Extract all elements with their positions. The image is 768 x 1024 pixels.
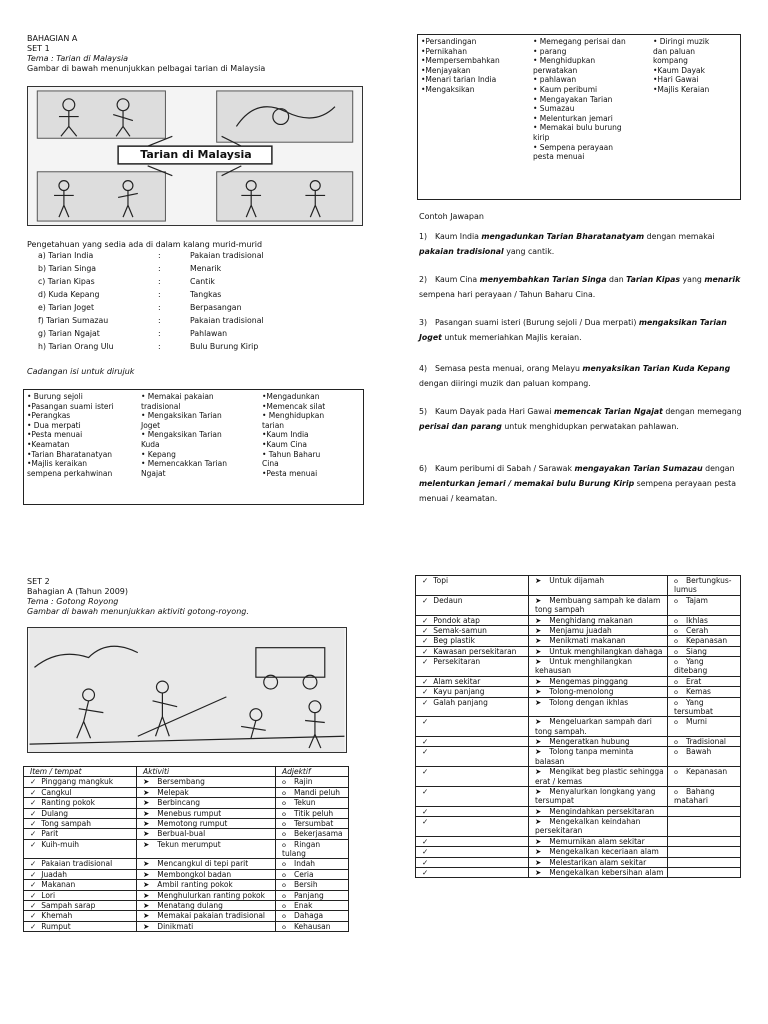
activity-cell: ➤ Mengikat beg plastic sehingga erat / kemas bbox=[529, 767, 668, 787]
adjective-cell: o Cerah bbox=[668, 625, 741, 635]
item-cell: ✓ Parit bbox=[24, 829, 137, 839]
activity-cell: ➤ Menebus rumput bbox=[137, 808, 276, 818]
table-row bbox=[416, 646, 741, 656]
knowledge-key: f) Tarian Sumazau bbox=[38, 316, 109, 325]
adjective-cell: o Ikhlas bbox=[668, 615, 741, 625]
table-row bbox=[416, 636, 741, 646]
knowledge-colon: : bbox=[158, 342, 161, 351]
table-row bbox=[24, 880, 349, 890]
knowledge-key: h) Tarian Orang Ulu bbox=[38, 342, 114, 351]
illustration-caption: Tarian di Malaysia bbox=[140, 148, 252, 161]
answer-part: dan bbox=[606, 275, 627, 284]
suggestion-item: Cina bbox=[262, 459, 279, 469]
item-cell: ✓ Beg plastik bbox=[416, 636, 529, 646]
suggestion-item: • Memencakkan Tarian bbox=[141, 459, 228, 469]
activity-cell: ➤ Mengekalkan keindahan persekitaran bbox=[529, 817, 668, 837]
knowledge-key: e) Tarian Joget bbox=[38, 303, 95, 312]
activity-cell: ➤ Menghulurkan ranting pokok bbox=[137, 890, 276, 900]
table-row bbox=[416, 747, 741, 767]
adjective-cell: o Enak bbox=[276, 900, 349, 910]
suggestion-item: •Mengaksikan bbox=[421, 84, 475, 94]
suggestion-item: •Mengadunkan bbox=[262, 392, 320, 401]
item-cell bbox=[416, 737, 529, 747]
knowledge-colon: : bbox=[158, 290, 161, 299]
set2-header-block bbox=[27, 577, 357, 617]
knowledge-key: c) Tarian Kipas bbox=[38, 277, 95, 286]
activity-cell: ➤ Mengeluarkan sampah dari tong sampah. bbox=[529, 717, 668, 737]
answer-part: Pasangan suami isteri (Burung sejoli / Dua merpati) bbox=[435, 318, 639, 327]
suggestion-item: •Perangkas bbox=[27, 411, 71, 421]
suggestion-item: •Pernikahan bbox=[421, 46, 467, 56]
knowledge-value: Pahlawan bbox=[190, 329, 228, 338]
suggestion-item: dan paluan bbox=[653, 46, 696, 56]
suggestion-item: • Melenturkan jemari bbox=[533, 113, 613, 123]
suggestion-item: •Kaum Dayak bbox=[653, 65, 705, 75]
answer-text bbox=[419, 464, 736, 503]
table-row bbox=[416, 625, 741, 635]
item-cell: ✓ Cangkul bbox=[24, 787, 137, 797]
adjective-cell: o Mandi peluh bbox=[276, 787, 349, 797]
suggestion-col-2 bbox=[533, 37, 626, 162]
set-label: SET 2 bbox=[27, 577, 50, 586]
answer-part: untuk memeriahkan Majlis keraian. bbox=[441, 332, 582, 342]
item-cell: ✓ Khemah bbox=[24, 911, 137, 921]
activity-cell: ➤ Menghidang makanan bbox=[529, 615, 668, 625]
suggestion-box-2 bbox=[417, 34, 741, 200]
suggestion-item: •Kaum India bbox=[262, 430, 309, 440]
answer-part: Kaum Cina bbox=[435, 275, 480, 284]
suggestion-item: kompang bbox=[653, 56, 688, 66]
suggestion-item: • Menghidupkan bbox=[262, 411, 325, 421]
suggestion-item: •Pesta menuai bbox=[27, 430, 83, 440]
item-cell: ✓ Lori bbox=[24, 890, 137, 900]
item-cell: ✓ Pakaian tradisional bbox=[24, 859, 137, 869]
answer-part-emphasis: menyaksikan Tarian Kuda Kepang bbox=[582, 364, 731, 373]
knowledge-key: d) Kuda Kepang bbox=[38, 290, 100, 299]
suggestion-item: • Sempena perayaan bbox=[533, 142, 614, 152]
suggestion-item: Ngajat bbox=[141, 468, 166, 478]
example-heading: Contoh Jawapan bbox=[419, 212, 484, 221]
item-cell: ✓ Pinggang mangkuk bbox=[24, 777, 137, 787]
adjective-cell bbox=[668, 867, 741, 877]
table-row bbox=[24, 808, 349, 818]
adjective-cell: o Siang bbox=[668, 646, 741, 656]
activity-cell: ➤ Tolong-menolong bbox=[529, 687, 668, 697]
activity-cell: ➤ Mengekalkan kebersihan alam bbox=[529, 867, 668, 877]
activity-cell: ➤ Tekun merumput bbox=[137, 839, 276, 859]
adjective-cell: o Tersumbat bbox=[276, 818, 349, 828]
activity-cell: ➤ Memakai pakaian tradisional bbox=[137, 911, 276, 921]
table-row bbox=[416, 657, 741, 677]
knowledge-value: Pakaian tradisional bbox=[190, 316, 264, 325]
knowledge-value: Cantik bbox=[190, 277, 215, 286]
knowledge-colon: : bbox=[158, 316, 161, 325]
item-cell bbox=[416, 857, 529, 867]
answer-part: yang bbox=[680, 275, 705, 284]
activity-cell: ➤ Menyalurkan longkang yang tersumpat bbox=[529, 786, 668, 806]
suggestion-item: Joget bbox=[141, 420, 161, 430]
gotong-royong-sketch-svg bbox=[28, 628, 346, 752]
table-row bbox=[416, 595, 741, 615]
suggestion-col-3 bbox=[262, 392, 325, 478]
suggestion-item: • Memegang perisai dan bbox=[533, 37, 626, 46]
suggestion-item: •Tarian Bharatanatyan bbox=[27, 449, 113, 459]
item-cell bbox=[416, 717, 529, 737]
suggestion-item: •Memencak silat bbox=[262, 401, 326, 411]
suggestion-item: • Menghidupkan bbox=[533, 56, 596, 66]
suggestion-item: • Kepang bbox=[141, 449, 176, 459]
adjective-cell: o Ceria bbox=[276, 869, 349, 879]
suggestion-item: • Memakai pakaian bbox=[141, 392, 214, 401]
table-row bbox=[416, 697, 741, 717]
table-row bbox=[416, 847, 741, 857]
activity-cell: ➤ Membongkol badan bbox=[137, 869, 276, 879]
table-row bbox=[24, 777, 349, 787]
knowledge-colon: : bbox=[158, 303, 161, 312]
activity-cell: ➤ Untuk menghilangkan kehausan bbox=[529, 657, 668, 677]
theme-label: Tema : Tarian di Malaysia bbox=[27, 54, 129, 63]
suggestion-item: •Majlis Keraian bbox=[653, 84, 710, 94]
answer-number: 5) bbox=[419, 407, 428, 416]
item-cell: ✓ Kuih-muih bbox=[24, 839, 137, 859]
item-cell bbox=[416, 836, 529, 846]
answer-3 bbox=[419, 316, 749, 346]
table-row bbox=[24, 818, 349, 828]
adjective-cell bbox=[668, 857, 741, 867]
table-row bbox=[24, 869, 349, 879]
item-cell bbox=[416, 747, 529, 767]
adjective-cell bbox=[668, 817, 741, 837]
activity-cell: ➤ Berbual-bual bbox=[137, 829, 276, 839]
item-cell: ✓ Pondok atap bbox=[416, 615, 529, 625]
table-row bbox=[416, 817, 741, 837]
answer-part: Kaum peribumi di Sabah / Sarawak bbox=[435, 464, 575, 473]
suggestion-item: • parang bbox=[533, 46, 567, 56]
answer-text bbox=[419, 407, 742, 431]
activity-cell: ➤ Melepak bbox=[137, 787, 276, 797]
answer-part-emphasis: mengaksikan Tarian Joget bbox=[419, 318, 727, 342]
answer-1 bbox=[419, 230, 749, 260]
answer-part-emphasis: menarik bbox=[704, 275, 741, 284]
adjective-cell: o Bawah bbox=[668, 747, 741, 767]
suggestion-col-1 bbox=[27, 392, 114, 478]
knowledge-colon: : bbox=[158, 264, 161, 273]
item-cell: ✓ Dedaun bbox=[416, 595, 529, 615]
table-row bbox=[24, 900, 349, 910]
answer-text bbox=[419, 232, 715, 256]
item-cell bbox=[416, 806, 529, 816]
knowledge-key: g) Tarian Ngajat bbox=[38, 329, 100, 338]
dance-illustration bbox=[27, 86, 363, 226]
item-cell: ✓ Dulang bbox=[24, 808, 137, 818]
item-cell: ✓ Alam sekitar bbox=[416, 676, 529, 686]
suggestion-item: tarian bbox=[262, 420, 285, 430]
instruction-text: Gambar di bawah menunjukkan aktiviti gotong-royong. bbox=[27, 607, 249, 616]
suggestion-col-3 bbox=[653, 37, 709, 95]
knowledge-heading: Pengetahuan yang sedia ada di dalam kalang murid-murid bbox=[27, 240, 263, 249]
adjective-cell: o Murni bbox=[668, 717, 741, 737]
suggestion-col-1 bbox=[421, 37, 500, 95]
activity-cell: ➤ Mencangkul di tepi parit bbox=[137, 859, 276, 869]
activity-cell: ➤ Memurnikan alam sekitar bbox=[529, 836, 668, 846]
suggestion-item: •Mempersembahkan bbox=[421, 56, 500, 66]
suggestion-item: tradisional bbox=[141, 401, 181, 411]
suggestion-item: • Diringi muzik bbox=[653, 37, 710, 46]
adjective-cell: o Yang tersumbat bbox=[668, 697, 741, 717]
suggestion-item: •Hari Gawai bbox=[653, 75, 699, 85]
answer-part-emphasis: memencak Tarian Ngajat bbox=[553, 407, 663, 416]
adjective-cell: o Ringan tulang bbox=[276, 839, 349, 859]
adjective-cell bbox=[668, 847, 741, 857]
knowledge-colon: : bbox=[158, 277, 161, 286]
adjective-cell bbox=[668, 836, 741, 846]
answer-part-emphasis: melenturkan jemari / memakai bulu Burung Kirip bbox=[419, 478, 635, 488]
adjective-cell: o Bahang matahari bbox=[668, 786, 741, 806]
adjective-cell: o Tekun bbox=[276, 798, 349, 808]
activity-cell: ➤ Mengemas pinggang bbox=[529, 676, 668, 686]
adjective-cell: o Kehausan bbox=[276, 921, 349, 931]
answer-4 bbox=[419, 362, 749, 392]
answer-part: yang cantik. bbox=[503, 246, 555, 256]
item-cell: ✓ Topi bbox=[416, 576, 529, 596]
table-row bbox=[24, 921, 349, 931]
column-header: Adjektif bbox=[276, 767, 349, 777]
adjective-cell: o Rajin bbox=[276, 777, 349, 787]
instruction-text: Gambar di bawah menunjukkan pelbagai tarian di Malaysia bbox=[27, 64, 266, 73]
answer-text bbox=[419, 318, 727, 342]
answer-part-emphasis: pakaian tradisional bbox=[419, 246, 504, 256]
answer-text bbox=[419, 275, 740, 299]
suggestion-item: •Pasangan suami isteri bbox=[27, 401, 114, 411]
gotong-royong-illustration bbox=[27, 627, 347, 753]
answer-number: 1) bbox=[419, 232, 428, 241]
suggestion-item: • pahlawan bbox=[533, 75, 577, 85]
adjective-cell: o Panjang bbox=[276, 890, 349, 900]
answer-part: dengan diiringi muzik dan paluan kompang. bbox=[419, 378, 591, 388]
answer-2 bbox=[419, 273, 749, 303]
suggestion-item: Kuda bbox=[141, 439, 160, 449]
table-row bbox=[24, 829, 349, 839]
suggestion-item: •Keamatan bbox=[27, 439, 70, 449]
activity-cell: ➤ Membuang sampah ke dalam tong sampah bbox=[529, 595, 668, 615]
table-row bbox=[416, 767, 741, 787]
answer-number: 2) bbox=[419, 275, 428, 284]
table-row bbox=[24, 890, 349, 900]
answer-6 bbox=[419, 462, 749, 506]
knowledge-value: Tangkas bbox=[190, 290, 222, 299]
adjective-cell: o Erat bbox=[668, 676, 741, 686]
table-row bbox=[416, 576, 741, 596]
adjective-cell: o Kemas bbox=[668, 687, 741, 697]
answer-part: Kaum Dayak pada Hari Gawai bbox=[435, 407, 554, 416]
item-cell: ✓ Kayu panjang bbox=[416, 687, 529, 697]
table-row bbox=[416, 806, 741, 816]
activity-cell: ➤ Berbincang bbox=[137, 798, 276, 808]
table-row bbox=[416, 676, 741, 686]
answer-part: dengan memegang bbox=[662, 407, 742, 416]
suggestion-item: • Kaum peribumi bbox=[533, 84, 598, 94]
answer-part: Semasa pesta menuai, orang Melayu bbox=[435, 364, 583, 373]
set-label: SET 1 bbox=[27, 44, 50, 53]
item-cell: ✓ Tong sampah bbox=[24, 818, 137, 828]
table-row bbox=[416, 857, 741, 867]
activity-table-right bbox=[415, 575, 741, 878]
suggestion-item: sempena perkahwinan bbox=[27, 468, 113, 478]
adjective-cell: o Indah bbox=[276, 859, 349, 869]
answer-number: 6) bbox=[419, 464, 428, 473]
suggestion-item: • Mengaksikan Tarian bbox=[141, 430, 222, 440]
suggestion-item: • Burung sejoli bbox=[27, 392, 83, 401]
suggestion-col-2 bbox=[141, 392, 227, 478]
adjective-cell: o Tradisional bbox=[668, 737, 741, 747]
table-row bbox=[416, 717, 741, 737]
suggestion-item: kirip bbox=[533, 132, 550, 142]
suggestion-item: •Majlis keraikan bbox=[27, 459, 88, 469]
answer-part-emphasis: mengayakan Tarian Sumazau bbox=[574, 464, 703, 473]
table-row bbox=[24, 787, 349, 797]
column-header: Item / tempat bbox=[24, 767, 137, 777]
answer-part: sempena perayaan pesta menuai / keamatan. bbox=[419, 478, 736, 503]
suggestion-item: • Memakai bulu burung bbox=[533, 123, 622, 133]
adjective-cell: o Titik peluh bbox=[276, 808, 349, 818]
adjective-cell: o Kepanasan bbox=[668, 767, 741, 787]
section-header: BAHAGIAN A bbox=[27, 34, 78, 43]
adjective-cell: o Bekerjasama bbox=[276, 829, 349, 839]
answer-text bbox=[419, 364, 730, 388]
item-cell: ✓ Galah panjang bbox=[416, 697, 529, 717]
answer-part: untuk menghidupkan perwatakan pahlawan. bbox=[501, 421, 679, 431]
adjective-cell: o Yang ditebang bbox=[668, 657, 741, 677]
table-row bbox=[24, 911, 349, 921]
table-header-row bbox=[24, 767, 349, 777]
answer-part-emphasis: perisai dan parang bbox=[419, 421, 502, 431]
suggestion-item: •Menjayakan bbox=[421, 65, 471, 75]
activity-cell: ➤ Untuk dijamah bbox=[529, 576, 668, 596]
table-row bbox=[416, 836, 741, 846]
knowledge-list bbox=[38, 251, 358, 356]
activity-cell: ➤ Menikmati makanan bbox=[529, 636, 668, 646]
item-cell: ✓ Juadah bbox=[24, 869, 137, 879]
suggestion-item: perwatakan bbox=[533, 65, 578, 75]
table-row bbox=[24, 839, 349, 859]
activity-cell: ➤ Menatang dulang bbox=[137, 900, 276, 910]
suggestion-item: • Tahun Baharu bbox=[262, 449, 321, 459]
suggestion-item: • Sumazau bbox=[533, 104, 575, 114]
suggestion-box-1 bbox=[23, 389, 364, 505]
answer-part: dengan bbox=[702, 464, 735, 473]
adjective-cell: o Bertungkus-lumus bbox=[668, 576, 741, 596]
item-cell bbox=[416, 817, 529, 837]
table-row bbox=[24, 859, 349, 869]
item-cell: ✓ Makanan bbox=[24, 880, 137, 890]
table-row bbox=[416, 615, 741, 625]
set1-header-block bbox=[27, 34, 367, 74]
item-cell: ✓ Semak-samun bbox=[416, 625, 529, 635]
knowledge-value: Pakaian tradisional bbox=[190, 251, 264, 260]
adjective-cell: o Bersih bbox=[276, 880, 349, 890]
item-cell: ✓ Rumput bbox=[24, 921, 137, 931]
answer-number: 4) bbox=[419, 364, 428, 373]
activity-cell: ➤ Mengeratkan hubung bbox=[529, 737, 668, 747]
activity-cell: ➤ Dinikmati bbox=[137, 921, 276, 931]
activity-table-left bbox=[23, 766, 349, 932]
activity-cell: ➤ Memotong rumput bbox=[137, 818, 276, 828]
suggestion-item: • Mengaksikan Tarian bbox=[141, 411, 222, 421]
suggestion-item: •Kaum Cina bbox=[262, 439, 307, 449]
answer-part: Kaum India bbox=[435, 232, 482, 241]
table-row bbox=[416, 737, 741, 747]
answer-part-emphasis: mengadunkan Tarian Bharatanatyam bbox=[481, 232, 645, 241]
item-cell: ✓ Persekitaran bbox=[416, 657, 529, 677]
adjective-cell: o Tajam bbox=[668, 595, 741, 615]
answer-number: 3) bbox=[419, 318, 428, 327]
knowledge-colon: : bbox=[158, 251, 161, 260]
item-cell: ✓ Kawasan persekitaran bbox=[416, 646, 529, 656]
theme-label: Tema : Gotong Royong bbox=[27, 597, 119, 606]
activity-cell: ➤ Tolong tanpa meminta balasan bbox=[529, 747, 668, 767]
answer-part-emphasis: Tarian Kipas bbox=[626, 275, 681, 284]
item-cell bbox=[416, 786, 529, 806]
column-header: Aktiviti bbox=[137, 767, 276, 777]
answer-5 bbox=[419, 405, 749, 435]
adjective-cell: o Dahaga bbox=[276, 911, 349, 921]
adjective-cell bbox=[668, 806, 741, 816]
suggestion-item: • Dua merpati bbox=[27, 420, 81, 430]
knowledge-value: Menarik bbox=[190, 264, 222, 273]
knowledge-value: Bulu Burung Kirip bbox=[190, 342, 259, 351]
adjective-cell: o Kepanasan bbox=[668, 636, 741, 646]
activity-cell: ➤ Menjamu juadah bbox=[529, 625, 668, 635]
bahagian-label: Bahagian A (Tahun 2009) bbox=[27, 587, 129, 596]
item-cell bbox=[416, 847, 529, 857]
table-row bbox=[416, 867, 741, 877]
answer-part: sempena hari perayaan / Tahun Baharu Cina. bbox=[419, 289, 596, 299]
activity-cell: ➤ Mengindahkan persekitaran bbox=[529, 806, 668, 816]
item-cell: ✓ Ranting pokok bbox=[24, 798, 137, 808]
activity-cell: ➤ Bersembang bbox=[137, 777, 276, 787]
activity-cell: ➤ Tolong dengan ikhlas bbox=[529, 697, 668, 717]
activity-cell: ➤ Melestarikan alam sekitar bbox=[529, 857, 668, 867]
knowledge-key: b) Tarian Singa bbox=[38, 264, 97, 273]
item-cell: ✓ Sampah sarap bbox=[24, 900, 137, 910]
answer-part: dengan memakai bbox=[644, 232, 715, 241]
knowledge-key: a) Tarian India bbox=[38, 251, 94, 260]
knowledge-colon: : bbox=[158, 329, 161, 338]
suggestion-item: pesta menuai bbox=[533, 152, 585, 162]
suggestion-heading: Cadangan isi untuk dirujuk bbox=[27, 367, 135, 376]
item-cell bbox=[416, 867, 529, 877]
suggestion-item: • Mengayakan Tarian bbox=[533, 94, 613, 104]
activity-cell: ➤ Ambil ranting pokok bbox=[137, 880, 276, 890]
table-row bbox=[416, 786, 741, 806]
suggestion-item: •Menari tarian India bbox=[421, 75, 497, 85]
suggestion-item: •Persandingan bbox=[421, 37, 477, 46]
activity-cell: ➤ Mengekalkan keceriaan alam bbox=[529, 847, 668, 857]
suggestion-item: •Pesta menuai bbox=[262, 468, 318, 478]
answer-part-emphasis: menyembahkan Tarian Singa bbox=[479, 275, 607, 284]
table-row bbox=[416, 687, 741, 697]
knowledge-value: Berpasangan bbox=[190, 303, 242, 312]
table-row bbox=[24, 798, 349, 808]
item-cell bbox=[416, 767, 529, 787]
activity-cell: ➤ Untuk menghilangkan dahaga bbox=[529, 646, 668, 656]
